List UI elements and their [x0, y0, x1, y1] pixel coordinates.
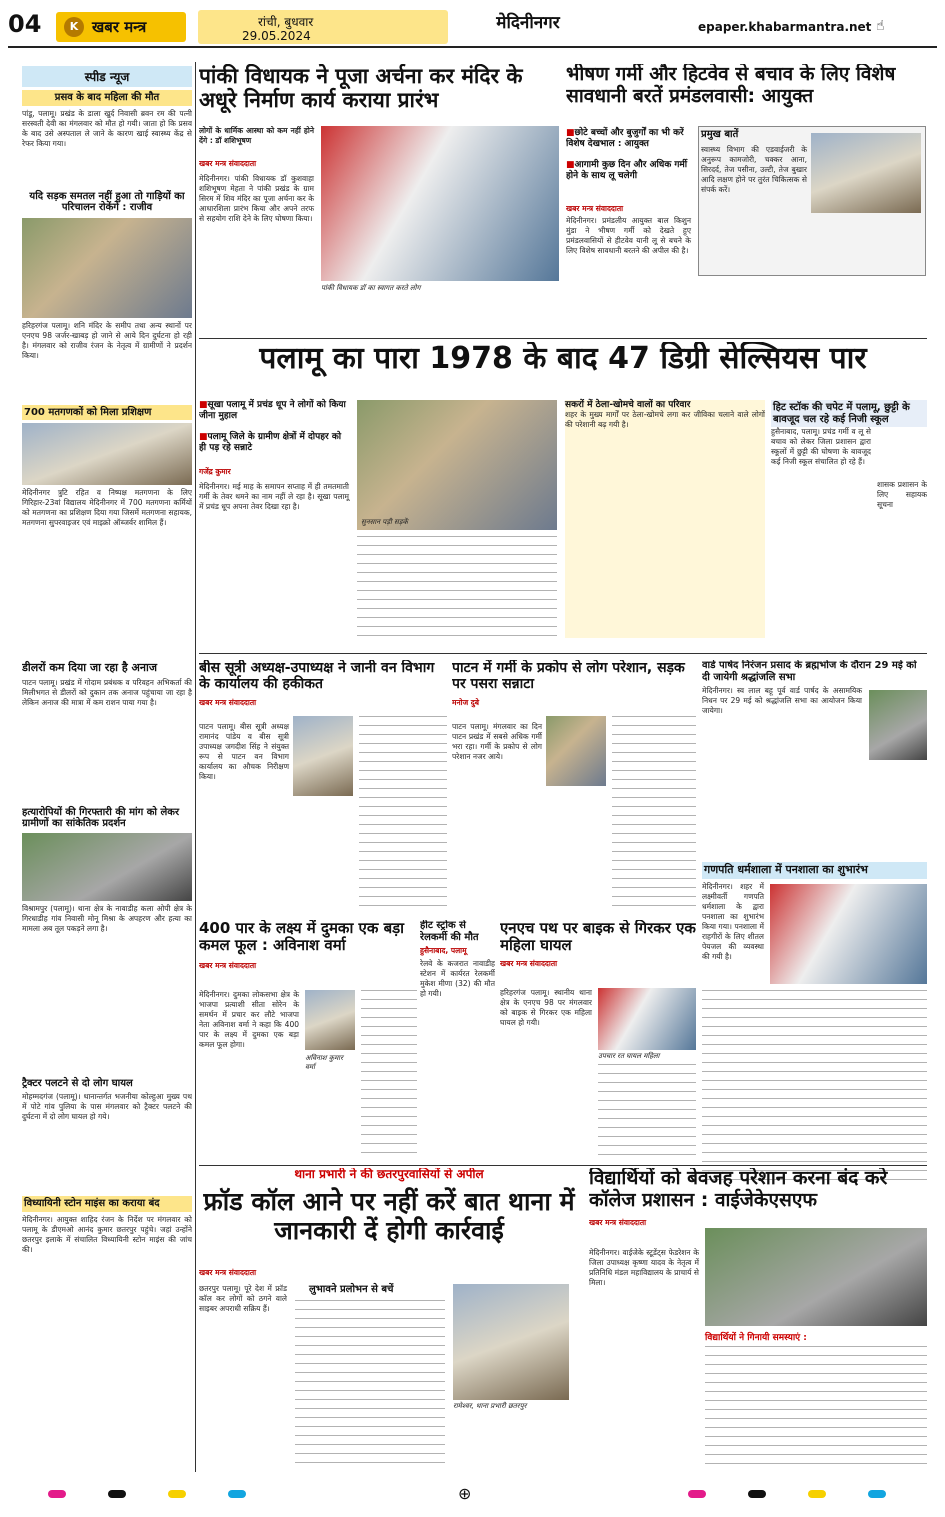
byline: मनोज दुबे — [452, 698, 480, 708]
story-title: डीलरों कम दिया जा रहा है अनाज — [22, 661, 158, 674]
protest-photo — [22, 218, 192, 318]
sidebar-story — [565, 400, 765, 638]
cursor-icon: ☝ — [876, 18, 885, 34]
page-header — [8, 6, 937, 48]
school-story — [771, 400, 927, 638]
issue-date: 29.05.2024 — [242, 29, 311, 43]
byline: खबर मन्त्र संवाददाता — [199, 960, 257, 970]
page-footer — [8, 1484, 937, 1504]
villagers-photo — [22, 833, 192, 901]
story-twenty-point — [199, 660, 447, 915]
byline: खबर मन्त्र संवाददाता — [566, 204, 624, 213]
story-headline: भीषण गर्मी और हिटवेव से बचाव के लिए विशेष सावधानी बरतें प्रमंडलवासी: आयुक्त — [566, 64, 896, 107]
story-headline: पाटन में गर्मी के प्रकोप से लोग परेशान, सड़क पर पसरा सन्नाटा — [452, 660, 685, 693]
key-points-box — [698, 126, 926, 276]
story-college — [589, 1168, 927, 1468]
story-heatwave — [566, 64, 926, 334]
ward-member-photo — [869, 690, 927, 760]
color-mark — [108, 1490, 126, 1498]
story-text: मेदिनीनगर। आयुक्त शाहिद रंजन के निर्देश पर मंगलवार को पलामू के डीएमओ आनंद कुमार छतरपुर पहुंचे। जहां उन्होंने छतरपुर इलाके में संचालित विध्यायिनी स्टोन माइंस की जांच की। — [22, 1214, 192, 1254]
panshala-photo — [770, 884, 927, 984]
color-mark — [688, 1490, 706, 1498]
sidebar-title: सकरों में ठेला-खोमचे वालों का परिवार — [565, 400, 691, 410]
byline: खबर मन्त्र संवाददाता — [500, 958, 558, 968]
city-day: रांची, बुधवार — [258, 15, 314, 29]
story-patan-heat — [452, 660, 696, 915]
photo-caption: पांकी विधायक डॉ का स्वागत करते लोग — [321, 284, 421, 292]
story-title: हत्यारोपियों की गिरफ्तारी की मांग को लेकर ग्रामीणों का सांकेतिक प्रदर्शन — [22, 806, 180, 830]
photo-caption: रामेश्वर, थाना प्रभारी छतरपुर — [453, 1402, 527, 1410]
byline: गजेंद्र कुमार — [199, 467, 231, 476]
byline: खबर मन्त्र संवाददाता — [589, 1217, 647, 1227]
brand-logo — [56, 12, 186, 42]
story-headline: वार्ड पार्षद निरंजन प्रसाद के ब्रह्मभोज के दौरान 29 मई को दी जायेगी श्रद्धांजलि सभा — [702, 660, 917, 683]
story-body — [598, 1064, 696, 1158]
story-body — [612, 716, 696, 912]
sub-headline: विद्यार्थियों ने गिनायी समस्याएं : — [705, 1333, 807, 1343]
story-text: हरिहरगंज पलामू। शनि मंदिर के समीप तथा अन्य स्थानों पर एनएच 98 जर्जर-खाबड़ हो जाने से आये दिन दुर्घटना हो रही है। मंगलवार को राजीव रंजन के नेतृत्व में ग्रामीणों ने प्रदर्शन किया। — [22, 320, 192, 360]
story-text: मोहम्मदगंज (पलामू)। थानान्तर्गत भजनीया कोल्हुआ मुख्य पथ में पोटे गांव पुलिया के पास मंगलवार को ट्रैक्टर पलटने की दुर्घटना में दो लोग घायल हो गये। — [22, 1092, 192, 1122]
story-title: 700 मतगणकों को मिला प्रशिक्षण — [22, 405, 192, 421]
date-block — [198, 10, 448, 44]
story-text: पाटन पलामू। बीस सूत्री अध्यक्ष रामानंद पांडेय व बीस सूत्री उपाध्यक्ष जगदीश सिंह ने संयुक्त रूप से पाटन वन विभाग कार्यालय का औचक निरीक्षण किया। — [199, 722, 289, 781]
story-text: मेदिनीनगर। मई माह के समापन सप्ताह में ही तमतमाती गर्मी के तेवर थमने का नाम नहीं ले रहा है। सूखा पलामू में प्रचंड धूप अपना तेवर दिखा रहा है। — [199, 482, 349, 511]
story-headline: हीट स्ट्रोक से रेलकर्मी की मौत — [420, 920, 479, 943]
edition-title: मेदिनीनगर — [496, 13, 560, 33]
photo-caption: अविनाश कुमार वर्मा — [305, 1054, 343, 1071]
story-text: छतरपुर पलामू। पूरे देश में फ्रॉड कॉल कर लोगों को ठगने वाले साइबर अपराधी सक्रिय हैं। — [199, 1284, 287, 1313]
epaper-link[interactable]: epaper.khabarmantra.net — [698, 20, 872, 34]
story-title: विध्यायिनी स्टोन माइंस का कराया बंद — [22, 1196, 192, 1212]
story-headline: फ्रॉड कॉल आने पर नहीं करें बात थाना में जानकारी दें होगी कार्रवाई — [203, 1186, 575, 1245]
story-title: प्रसव के बाद महिला की मौत — [22, 90, 192, 106]
box-title: प्रमुख बातें — [701, 129, 739, 140]
story-text: पाटन पलामू। प्रखंड में गोदाम प्रबंधक व परिवहन अभिकर्ता की मिलीभगत से डीलरों को दुकान तक अनाज पहुंचाया जा रहा है लेकिन अनाज की मात्रा में कम राशन पाया गया है। — [22, 677, 192, 707]
story-headline: गणपति धर्मशाला में पनशाला का शुभारंभ — [702, 862, 927, 879]
story-tribute — [702, 660, 927, 800]
section-rule — [199, 1165, 927, 1166]
story-body — [359, 716, 447, 912]
story-text: मेदिनीनगर। पांकी विधायक डॉ कुशवाहा शशिभूषण मेहता ने पांकी प्रखंड के ग्राम सिरम में शिव मंदिर का पूजा अर्चना कर के आधारशिला प्रारंभ किया और अपने तरफ से सहयोग राशि देने के लिए घोषणा किया। — [199, 174, 314, 223]
commissioner-photo — [811, 133, 921, 213]
story-text: मेदिनीनगर त्रुटि रहित व निष्पक्ष मतगणना के लिए गिरिहार-23वां विद्यालय मेदिनीनगर में 700 मतगणना कर्मियों को मतगणना का प्रशिक्षण दिया गया जिसमें मतगणना सहायक, मतगणना सुपरवाइजर एवं माइक्रो ऑब्जर्वर शामिल हैं। — [22, 488, 192, 527]
temple-photo — [321, 126, 559, 281]
story-pankee — [199, 64, 559, 334]
sidebar-text: शहर के मुख्य मार्गों पर ठेला-खोमचे लगा कर जीविका चलाने वाले लोगों की परेशानी बढ़ गयी है। — [565, 410, 765, 430]
page-number: 04 — [8, 10, 42, 38]
color-mark — [48, 1490, 66, 1498]
byline: हुसैनाबाद, पलामू — [420, 946, 467, 955]
story-headline: बीस सूत्री अध्यक्ष-उपाध्यक्ष ने जानी वन विभाग के कार्यालय की हकीकत — [199, 660, 435, 693]
injured-woman-photo — [598, 988, 696, 1050]
byline: खबर मन्त्र संवाददाता — [199, 1268, 257, 1277]
story-text: मेदिनीनगर। प्रमंडलीय आयुक्त बाल किशुन मुंडा ने भीषण गर्मी को देखते हुए प्रमंडलवासियों से हीटवेव यानी लू से बचने के लिए विशेष सावधानी बरतने की अपील की है। — [566, 216, 691, 255]
section-rule — [199, 338, 927, 339]
color-mark — [748, 1490, 766, 1498]
story-text: मेदिनीनगर। वाईजेके स्टूडेंट्स फेडरेशन के जिला उपाध्यक्ष कृष्णा यादव के नेतृत्व में प्रतिनिधि मंडल महाविद्यालय के प्राचार्य से मिला। — [589, 1248, 699, 1287]
story-headline: 400 पार के लक्ष्य में दुमका एक बड़ा कमल फूल : अविनाश वर्मा — [199, 920, 405, 955]
brand-icon: K — [64, 17, 84, 37]
story-text: पाटन पलामू। मंगलवार का दिन पाटन प्रखंड में सबसे अधिक गर्मी भरा रहा। गर्मी के प्रकोप से लोग परेशान नजर आये। — [452, 722, 542, 761]
banner-headline: पलामू का पारा 1978 के बाद 47 डिग्री सेल्सियस पार — [259, 342, 867, 376]
bullet-point: ■ आगामी कुछ दिन और अधिक गर्मी होने के साथ लू चलेगी — [566, 160, 691, 182]
story-nh-accident — [500, 920, 696, 1160]
story-text: मेदिनीनगर। स्व लाल बहू पूर्व वार्ड पार्षद के असामयिक निधन पर 29 मई को श्रद्धांजलि सभा का आयोजन किया जायेगा। — [702, 686, 862, 715]
story-panshala — [702, 862, 927, 1182]
color-mark — [168, 1490, 186, 1498]
bullet-point: ■ पलामू जिले के ग्रामीण क्षेत्रों में दोपहर को ही पड़ रहे सन्नाटे — [199, 432, 349, 454]
story-headline: पांकी विधायक ने पूजा अर्चना कर मंदिर के अधूरे निर्माण कार्य कराया प्रारंभ — [199, 64, 523, 113]
story-text: पांडू, पलामू। प्रखंड के डाला खुर्द निवासी ब्रवन रम की पत्नी सरस्वती देवी का मंगलवार को मौत हो गयी। जाता हो कि प्रसव के बाद उसे अस्पताल ले जाने के कारण खाई स्वास्थ्य केंद्र से रेफर किया गया। — [22, 108, 192, 148]
story-dumka — [199, 920, 417, 1160]
color-mark — [228, 1490, 246, 1498]
byline: खबर मन्त्र संवाददाता — [199, 698, 257, 708]
brand-name: खबर मन्त्र — [92, 18, 147, 36]
photo-caption: उपचार रत घायल महिला — [598, 1052, 660, 1060]
story-text: हुसैनाबाद, पलामू। प्रचंड गर्मी व लू से बचाव को लेकर जिला प्रशासन द्वारा स्कूलों में छुट्टी की घोषणा के बावजूद कई निजी स्कूल संचालित हो रहे हैं। — [771, 427, 871, 466]
story-kicker: थाना प्रभारी ने की छतरपुरवासियों से अपील — [294, 1168, 484, 1181]
byline: खबर मन्त्र संवाददाता — [199, 159, 257, 168]
box-text: स्वास्थ्य विभाग की एडवाईजरी के अनुरूप कामजोरी, चक्कर आना, सिरदर्द, तेज पसीना, उल्टी, तेज बुखार आदि लक्षण होने पर तुरंत चिकित्सक से संपर्क करें। — [701, 144, 807, 194]
story-heatstroke — [420, 920, 495, 1160]
bullet-point: ■ सूखा पलामू में प्रचंड धूप ने लोगों को किया जीना मुहाल — [199, 400, 349, 422]
story-headline: विद्यार्थियों को बेवजह परेशान करना बंद करे कॉलेज प्रशासन : वाईजेकेएसएफ — [589, 1168, 888, 1211]
story-text: मेदिनीनगर। शहर में लक्ष्मीवर्ती गणपति धर्मशाला के द्वारा पनशाला का शुभारंभ किया गया। पनशाला में राहगीरों के लिए शीतल पेयजल की व्यवस्था की गयी है। — [702, 881, 764, 961]
story-fraud-call — [199, 1168, 579, 1468]
sub-headline: लुभावने प्रलोभन से बचें — [309, 1284, 394, 1295]
registration-mark-icon: ⊕ — [458, 1484, 472, 1503]
police-officer-photo — [453, 1284, 569, 1400]
photo-caption: सुनसान पड़ी सड़कें — [361, 518, 408, 526]
story-body — [361, 990, 417, 1158]
side-note: शासक प्रशासन के लिए सहायक सूचना — [877, 480, 927, 509]
training-photo — [22, 423, 192, 485]
story-title: हिट स्टॉक की चपेट में पलामू, छुट्टी के बावजूद चल रहे कई निजी स्कूल — [771, 400, 927, 427]
color-mark — [868, 1490, 886, 1498]
story-body — [705, 1346, 927, 1464]
avinash-photo — [305, 990, 355, 1050]
story-body — [295, 1300, 445, 1464]
story-body — [702, 990, 927, 1180]
empty-road-photo — [357, 400, 557, 530]
story-title: यदि सड़क समतल नहीं हुआ तो गाड़ियों का परिचालन रोकेंगे : राजीव — [29, 190, 185, 213]
left-column — [22, 66, 192, 1466]
story-text: रेलवे के कजरात नावाडीह स्टेशन में कार्यरत रेलकर्मी मुकेश मीणा (32) की मौत हो गयी। — [420, 959, 495, 998]
column-divider — [195, 62, 196, 1472]
story-headline: एनएच पथ पर बाइक से गिरकर एक महिला घायल — [500, 920, 696, 955]
story-title: ट्रैक्टर पलटने से दो लोग घायल — [22, 1077, 133, 1089]
story-temperature — [199, 342, 927, 642]
section-rule — [199, 653, 927, 654]
bullet-point: ■ छोटे बच्चों और बुजुर्गों का भी करें विशेष देखभाल : आयुक्त — [566, 128, 691, 150]
officials-photo — [293, 716, 353, 796]
story-text: हरिहरगंज पलामू। स्थानीय थाना क्षेत्र के एनएच 98 पर मंगलवार को बाइक से गिरकर एक महिला घायल हो गयी। — [500, 988, 592, 1027]
students-photo — [705, 1228, 927, 1326]
road-photo — [546, 716, 606, 786]
story-text: मेदिनीनगर। दुमका लोकसभा क्षेत्र के भाजपा प्रत्याशी सीता सोरेन के समर्थन में प्रचार कर लौटे भाजपा नेता अविनाश वर्मा ने कहा कि 400 पार के लक्ष्य में दुमका एक बड़ा कमल फूल होगा। — [199, 990, 299, 1049]
story-quote: लोगों के धार्मिक आस्था को कम नहीं होने देंगे : डॉ शशिभूषण — [199, 126, 314, 145]
color-mark — [808, 1490, 826, 1498]
speed-news-label: स्पीड न्यूज — [22, 66, 192, 87]
story-text: विश्रामपुर (पलामू)। थाना क्षेत्र के नावाडीह कला ओपी क्षेत्र के गिरधाडीह गांव निवासी मोनू मिश्रा के अपहरण और हत्या का मामला अब तूल पकड़ने लगा है। — [22, 903, 192, 933]
story-body — [357, 536, 557, 636]
